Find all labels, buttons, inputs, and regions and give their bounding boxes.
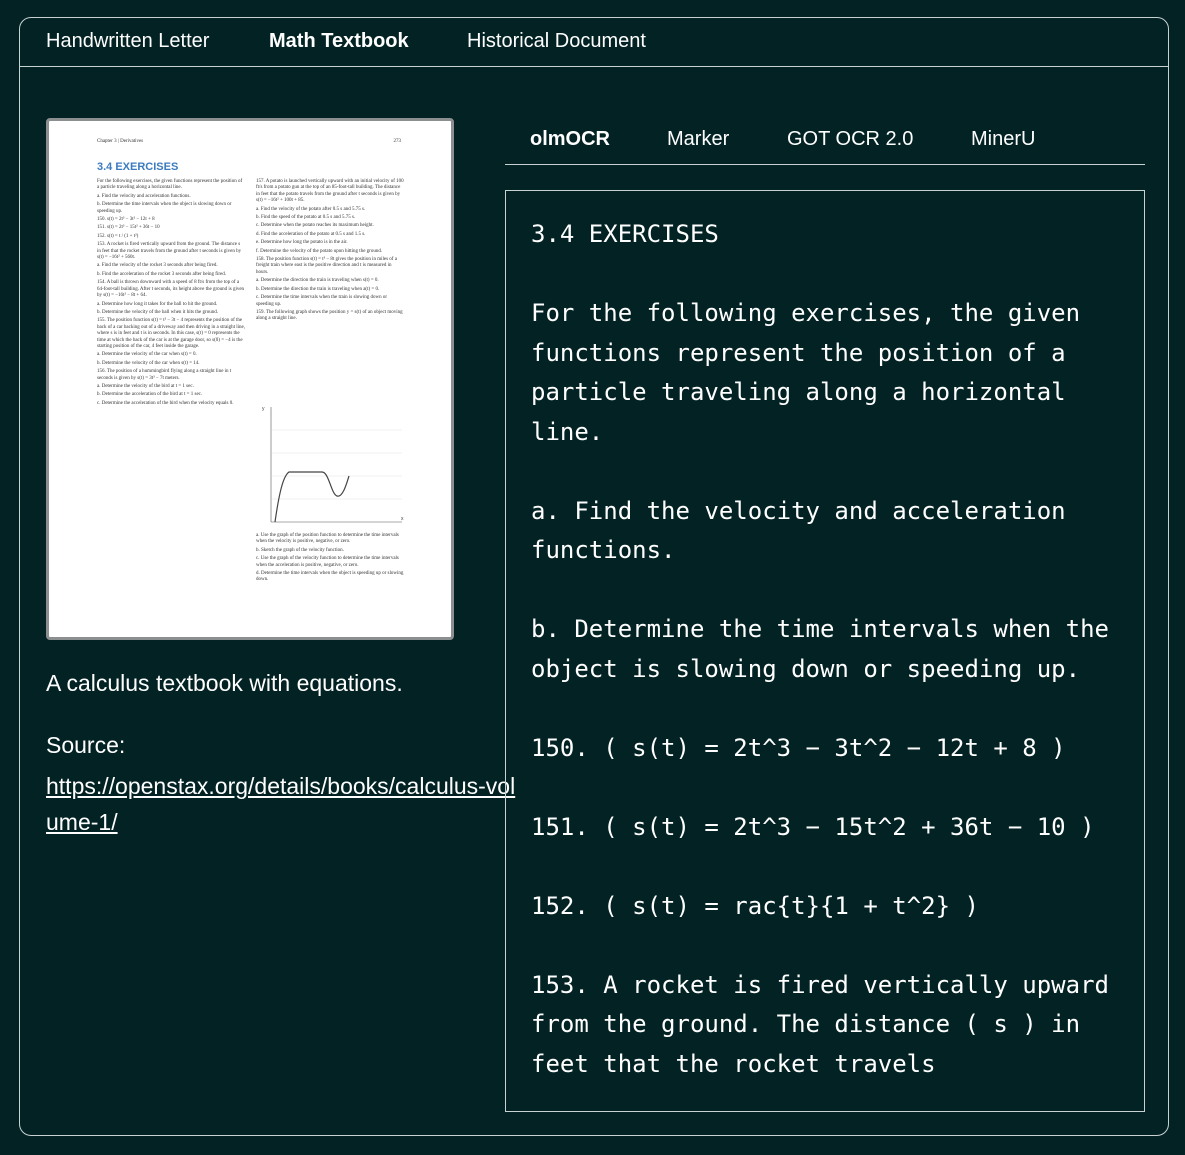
preview-column-right-continued <box>256 533 404 586</box>
preview-paragraph: b. Sketch the graph of the velocity function. <box>256 547 344 553</box>
tab-handwritten-letter[interactable]: Handwritten Letter <box>46 30 210 52</box>
document-preview-image[interactable] <box>46 118 454 640</box>
source-label: Source: <box>46 732 126 758</box>
tab-mineru[interactable]: MinerU <box>971 128 1036 150</box>
main-frame <box>19 17 1169 1136</box>
preview-paragraph: a. Find the velocity and acceleration functions. <box>97 193 191 199</box>
preview-paragraph: 151. s(t) = 2t³ − 15t² + 36t − 10 <box>97 225 160 231</box>
preview-paragraph: b. Determine the velocity of the ball when it hits the ground. <box>97 309 218 315</box>
preview-paragraph: d. Find the acceleration of the potato at 0.5 s and 1.5 s. <box>256 231 366 237</box>
document-type-tabs <box>20 18 1168 67</box>
preview-paragraph: a. Determine the direction the train is traveling when s(t) = 0. <box>256 278 379 284</box>
graph-y-axis-label: y <box>262 406 265 412</box>
preview-paragraph: d. Determine the time intervals when the object is speeding up or slowing down. <box>256 571 404 583</box>
tab-olmocr[interactable]: olmOCR <box>530 128 610 150</box>
tab-math-textbook[interactable]: Math Textbook <box>269 30 409 52</box>
preview-paragraph: c. Determine when the potato reaches its maximum height. <box>256 223 374 229</box>
preview-paragraph: 158. The position function s(t) = t³ − 8t gives the position in miles of a freight train where east is the positive direction and t is measured in hours. <box>256 257 397 275</box>
source-link[interactable]: https://openstax.org/details/books/calculus-volume-1/ <box>46 773 516 835</box>
preview-paragraph: 150. s(t) = 2t³ − 3t² − 12t + 8 <box>97 217 155 223</box>
preview-paragraph: a. Use the graph of the position function to determine the time intervals when the velocity is positive, negative, or zero. <box>256 533 399 545</box>
preview-paragraph: e. Determine how long the potato is in the air. <box>256 240 348 246</box>
graph-x-axis-label: x <box>401 516 404 522</box>
preview-title: 3.4 EXERCISES <box>97 161 179 173</box>
preview-paragraph: a. Determine the velocity of the bird at t = 1 sec. <box>97 383 194 389</box>
preview-paragraph: c. Determine the time intervals when the train is slowing down or speeding up. <box>256 295 388 307</box>
document-caption: A calculus textbook with equations. <box>46 670 403 696</box>
preview-paragraph: b. Find the speed of the potato at 0.5 s and 5.75 s. <box>256 215 356 221</box>
tab-historical-document[interactable]: Historical Document <box>467 30 646 52</box>
preview-paragraph: b. Determine the acceleration of the bird at t = 1 sec. <box>97 392 203 398</box>
preview-paragraph: b. Determine the time intervals when the object is slowing down or speeding up. <box>97 202 232 214</box>
tab-marker[interactable]: Marker <box>667 128 730 150</box>
preview-paragraph: 155. The position function s(t) = t² − 3t − 4 represents the position of the back of a car backing out of a driveway and then driving in a straight line, where s is in feet and t is in seconds. In this case, s(t) = 0 represents the time at which the back of the car is at the garage door, so s(0) = −4 is the starting position of the car, 4 feet inside the garage. <box>97 318 246 349</box>
ocr-output-panel[interactable] <box>505 190 1145 1112</box>
preview-paragraph: a. Determine the velocity of the car when s(t) = 0. <box>97 352 197 358</box>
preview-paragraph: b. Determine the velocity of the car when s(t) = 14. <box>97 360 200 366</box>
preview-paragraph: c. Determine the acceleration of the bird when the velocity equals 0. <box>97 400 234 406</box>
preview-paragraph: b. Find the acceleration of the rocket 3 seconds after being fired. <box>97 271 226 277</box>
preview-paragraph: a. Find the velocity of the potato after 0.5 s and 5.75 s. <box>256 206 366 212</box>
preview-paragraph: 157. A potato is launched vertically upward with an initial velocity of 100 ft/s from a potato gun at the top of an 85-foot-tall building. The distance in feet that the potato travels from the ground after t seconds is given by s(t) = −16t² + 100t + 85. <box>256 179 404 204</box>
preview-header-right: 273 <box>393 139 401 144</box>
preview-column-left <box>97 179 245 409</box>
preview-paragraph: c. Use the graph of the velocity function to determine the time intervals when the acceleration is positive, negative, or zero. <box>256 556 399 568</box>
ocr-model-tabs <box>505 118 1145 165</box>
preview-paragraph: a. Determine how long it takes for the ball to hit the ground. <box>97 301 218 307</box>
preview-paragraph: b. Determine the direction the train is traveling when a(t) = 0. <box>256 286 380 292</box>
preview-paragraph: For the following exercises, the given functions represent the position of a particle traveling along a horizontal line. <box>97 179 243 191</box>
preview-paragraph: a. Find the velocity of the rocket 3 seconds after being fired. <box>97 263 218 269</box>
tab-got-ocr[interactable]: GOT OCR 2.0 <box>787 128 914 150</box>
preview-header-left: Chapter 3 | Derivatives <box>97 139 144 144</box>
preview-paragraph: 156. The position of a hummingbird flying along a straight line in t seconds is given by s(t) = 3t³ − 7t meters. <box>97 369 232 381</box>
preview-paragraph: 159. The following graph shows the position y = s(t) of an object moving along a straight line. <box>256 309 403 322</box>
preview-column-right <box>256 179 404 325</box>
preview-paragraph: 152. s(t) = t / (1 + t²) <box>97 233 139 239</box>
preview-paragraph: 154. A ball is thrown downward with a speed of 8 ft/s from the top of a 64-foot-tall building. After t seconds, its height above the ground is given by s(t) = −16t² − 8t + 64. <box>97 280 245 299</box>
ocr-output-text: 3.4 EXERCISES For the following exercises, the given functions represent the position of a particle traveling along a horizontal line. a. Find the velocity and acceleration functions. b. Determine the time intervals when the object is slowing down or speeding up. 150. ( s(t) = 2t^3 − 3t^2 − 12t + 8 ) 151. ( s(t) = 2t^3 − 15t^2 + 36t − 10 ) 152. ( s(t) = rac{t}{1 + t^2} ) 153. A rocket is fired vertically upward from the ground. The distance ( s ) in feet that the rocket travels <box>531 220 1109 1078</box>
preview-position-graph <box>257 404 407 529</box>
preview-paragraph: f. Determine the velocity of the potato upon hitting the ground. <box>256 248 383 254</box>
preview-paragraph: 153. A rocket is fired vertically upward from the ground. The distance s in feet that the rocket travels from the ground after t seconds is given by s(t) = −16t² + 560t. <box>97 242 242 261</box>
